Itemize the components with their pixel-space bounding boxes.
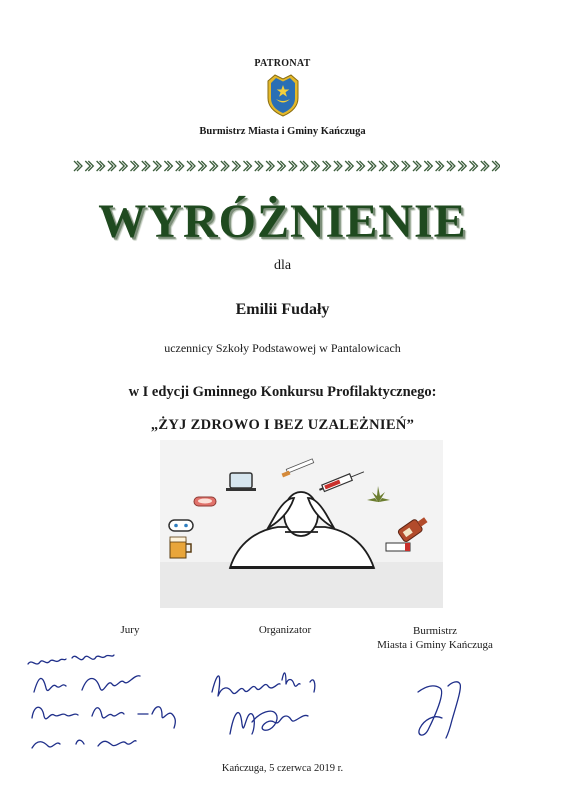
ornament-motif [323, 161, 331, 171]
ornament-motif [266, 161, 274, 171]
mayor-label [355, 624, 515, 652]
contest-motto: „ŻYJ ZDROWO I BEZ UZALEŻNIEŃ” [150, 417, 415, 433]
ornament-motif [153, 161, 161, 171]
organizer-label: Organizator [258, 624, 312, 636]
organizer-signatures [212, 673, 315, 734]
ornament-motif [210, 161, 218, 171]
ornament-motif [357, 161, 365, 171]
pills-icon [194, 497, 216, 506]
coat-of-arms-icon [265, 72, 301, 118]
handwritten-signatures [20, 652, 540, 762]
ornament-motif [311, 161, 319, 171]
contest-edition: w I edycji Gminnego Konkursu Profilaktycznego: [128, 384, 437, 400]
ornament-motif [368, 161, 376, 171]
mayor-label-line2: Miasta i Gminy Kańczuga [377, 639, 493, 651]
ornament-motif [164, 161, 172, 171]
ornament-motif [176, 161, 184, 171]
patronat-label: PATRONAT [254, 58, 311, 69]
gamepad-icon [169, 520, 193, 531]
jury-signatures [28, 655, 175, 748]
mayor-signature [418, 682, 460, 738]
ornament-motif [458, 161, 466, 171]
ornament-motif [74, 161, 82, 171]
ornament-motif [492, 161, 500, 171]
ornament-motif [436, 161, 444, 171]
ornament-motif [334, 161, 342, 171]
mayor-label-line1: Burmistrz [413, 625, 457, 637]
ornament-motif [390, 161, 398, 171]
cigarette-pack-icon [386, 543, 410, 551]
ornament-motif [244, 161, 252, 171]
recipient-description: uczennicy Szkoły Podstawowej w Pantalowicach [164, 341, 401, 355]
ornament-motif [232, 161, 240, 171]
ornament-motif [221, 161, 229, 171]
ornament-motif [255, 161, 263, 171]
patron-name: Burmistrz Miasta i Gminy Kańczuga [199, 126, 366, 137]
jury-label: Jury [120, 624, 140, 636]
place-and-date: Kańczuga, 5 czerwca 2019 r. [221, 763, 344, 774]
ornament-motif [300, 161, 308, 171]
ornament-motif [413, 161, 421, 171]
decorative-border [70, 158, 500, 174]
ornament-motif [289, 161, 297, 171]
ornament-motif [131, 161, 139, 171]
ornament-motif [470, 161, 478, 171]
ornament-motif [277, 161, 285, 171]
ornament-motif [345, 161, 353, 171]
ornament-motif [402, 161, 410, 171]
ornament-motif [379, 161, 387, 171]
ornament-motif [97, 161, 105, 171]
certificate-title: WYRÓŻNIENIE [98, 195, 467, 248]
ornament-motif [424, 161, 432, 171]
ornament-motif [198, 161, 206, 171]
ornament-motif [119, 161, 127, 171]
addiction-illustration [160, 440, 443, 608]
ornament-motif [187, 161, 195, 171]
ornament-motif [447, 161, 455, 171]
ornament-motif [85, 161, 93, 171]
recipient-name: Emilii Fudały [235, 301, 330, 318]
ornament-motif [142, 161, 150, 171]
ornament-motif [108, 161, 116, 171]
for-label: dla [273, 258, 292, 273]
laptop-icon [226, 473, 256, 491]
ornament-motif [481, 161, 489, 171]
